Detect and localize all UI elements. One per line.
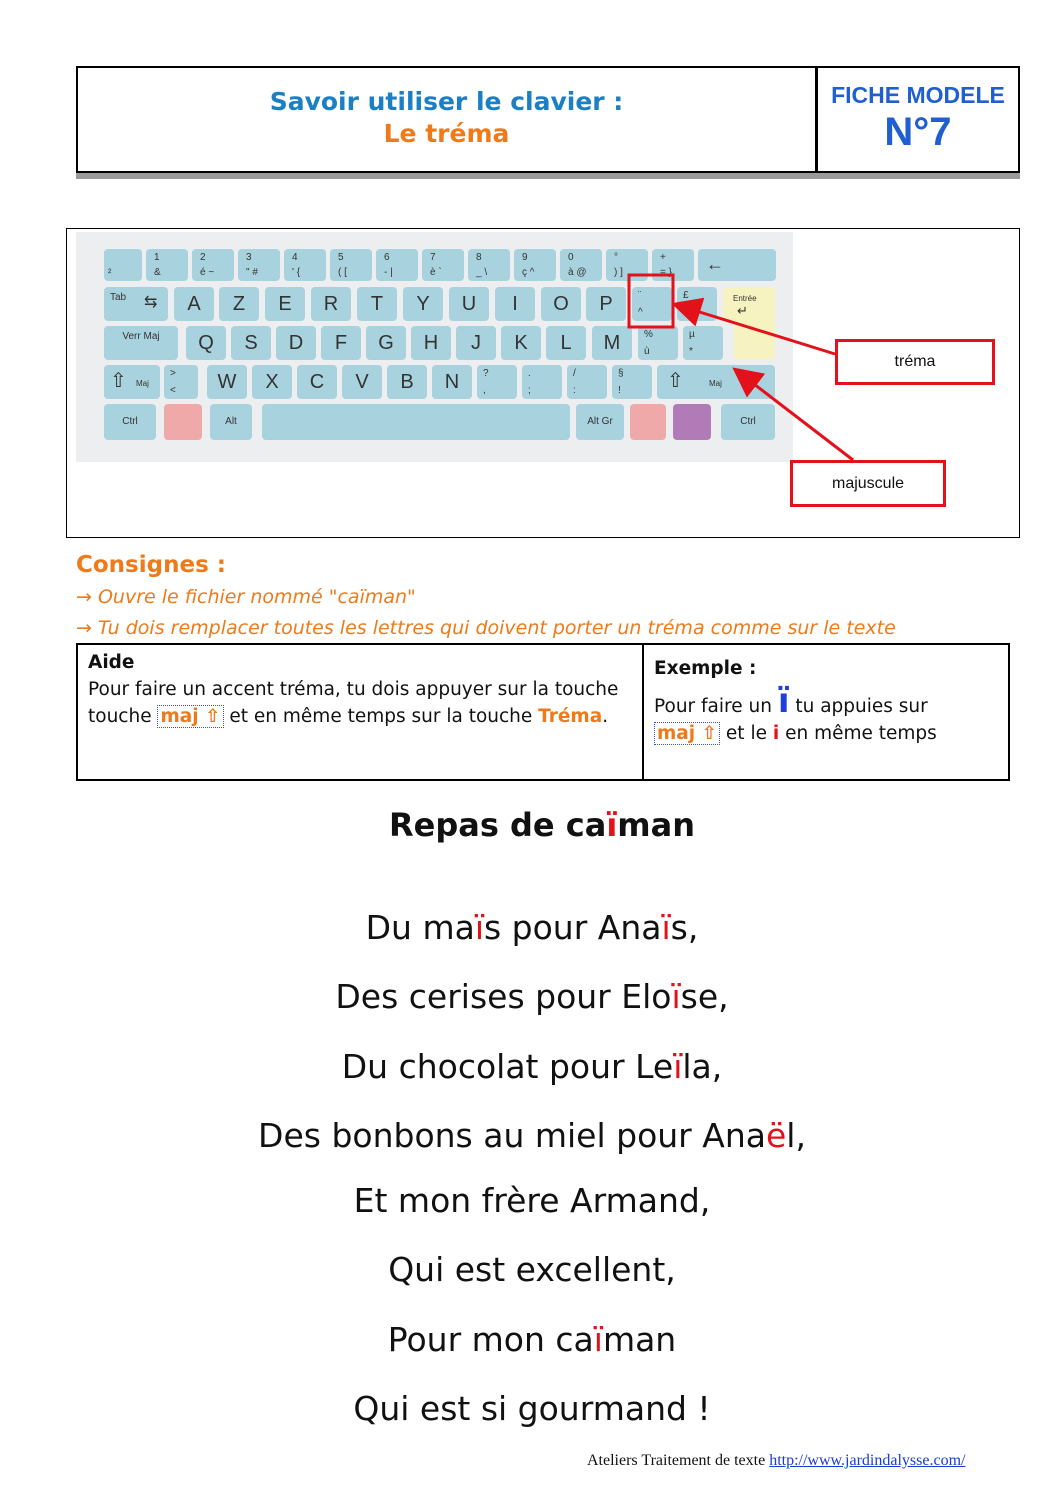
poem-line — [0, 977, 1058, 1016]
trema-arrow — [677, 305, 835, 354]
trema-letter: ï — [593, 1320, 603, 1359]
poem-line — [0, 1250, 1058, 1289]
trema-letter: ë — [765, 1116, 787, 1155]
exemple-text-part: Pour faire un — [654, 696, 778, 717]
key-label: ? — [483, 368, 489, 379]
key-label: & — [154, 267, 161, 278]
key-label: $ ¤ — [683, 307, 697, 318]
poem-text: s, — [670, 908, 699, 947]
poem-text: Et mon frère Armand, — [353, 1181, 711, 1220]
key-label: A — [187, 293, 201, 315]
poem-title-part: man — [617, 806, 696, 844]
poem-text: se, — [680, 977, 729, 1016]
page-title: Savoir utiliser le clavier : — [269, 87, 624, 116]
key-label: V — [355, 371, 369, 393]
keyboard-figure — [66, 228, 1020, 538]
exemple-text-2 — [654, 720, 998, 747]
trema-letter: ï — [671, 977, 681, 1016]
poem-text: Des bonbons au miel pour Ana — [258, 1116, 766, 1155]
key-label: O — [553, 293, 569, 315]
key-label: G — [378, 332, 394, 354]
poem-text: l, — [786, 1116, 806, 1155]
key-label: % — [644, 329, 653, 340]
key-label: Y — [416, 293, 430, 315]
exemple-title: Exemple : — [654, 658, 757, 679]
key-label: Entrée — [733, 294, 757, 303]
key-label: < — [170, 385, 176, 396]
key-label: µ — [689, 329, 695, 340]
key-label: ' { — [292, 267, 301, 278]
key-label: = } — [660, 267, 672, 278]
key-label: £ — [683, 290, 689, 301]
key-label: Verr Maj — [122, 331, 160, 342]
exemple-text-part: tu appuies sur — [789, 696, 928, 717]
poem-title — [0, 806, 1058, 844]
key-label: F — [334, 332, 348, 354]
key-label: 3 — [246, 252, 252, 263]
header-box — [76, 66, 1020, 173]
aide-table — [76, 643, 1010, 781]
key-label: M — [603, 332, 621, 354]
key-label: ^ — [638, 307, 643, 318]
key-label: K — [514, 332, 528, 354]
poem-line — [0, 908, 1058, 947]
poem-text: s pour Ana — [483, 908, 662, 947]
key-label: C — [309, 371, 325, 393]
poem-line — [0, 1320, 1058, 1359]
trema-letter: ï — [474, 908, 484, 947]
key-label: D — [288, 332, 304, 354]
key-label: : — [573, 385, 576, 396]
key-label: P — [599, 293, 613, 315]
key-label: 9 — [522, 252, 528, 263]
key-label: 1 — [154, 252, 160, 263]
trema-letter: ï — [606, 806, 618, 844]
key-label: ù — [644, 346, 650, 357]
key-label: Maj — [136, 379, 149, 388]
fiche-cell — [818, 68, 1018, 171]
key-label: B — [400, 371, 414, 393]
trema-callout: tréma — [835, 339, 995, 385]
header-title-cell — [78, 68, 818, 171]
key-label: 8 — [476, 252, 482, 263]
key-label: . — [528, 368, 531, 379]
key-label: 6 — [384, 252, 390, 263]
exemple-cell — [644, 645, 1008, 779]
poem-text: la, — [682, 1047, 723, 1086]
maj-key-label: maj ⇧ — [157, 705, 223, 728]
key-label: Alt — [225, 416, 237, 427]
key-label: Ctrl — [740, 416, 756, 427]
key-label: R — [323, 293, 339, 315]
key-label: 5 — [338, 252, 344, 263]
key-label: è ` — [430, 267, 442, 278]
key-label: " # — [246, 267, 258, 278]
aide-text-part: et en même temps sur la touche — [223, 706, 539, 727]
key-label: T — [370, 293, 384, 315]
i-trema-example: ï — [777, 681, 790, 721]
shift-arrow-icon: ⇧ — [667, 370, 684, 392]
key-label: , — [483, 385, 486, 396]
key-label: S — [244, 332, 258, 354]
key-label: ° — [614, 252, 618, 263]
key-label: Z — [232, 293, 246, 315]
key-label: L — [560, 332, 572, 354]
aide-text — [88, 676, 632, 730]
maj-key-label: maj ⇧ — [654, 722, 720, 745]
aide-text-part: Pour faire un accent tréma, tu dois appuyer sur la touche touche — [88, 679, 619, 727]
poem-line — [0, 1389, 1058, 1428]
exemple-text-part: en même temps — [779, 723, 937, 744]
key-label: ! — [618, 385, 621, 396]
key-label: ( [ — [338, 267, 347, 278]
footer — [587, 1452, 965, 1470]
consigne-line-2: → Tu dois remplacer toutes les lettres qui doivent porter un tréma comme sur le texte — [76, 617, 896, 639]
poem-text: man — [602, 1320, 677, 1359]
key-label: ; — [528, 385, 531, 396]
key-label: Maj — [709, 379, 722, 388]
key-label: Ctrl — [122, 416, 138, 427]
key-label: ç ^ — [522, 267, 535, 278]
key-label: Alt Gr — [587, 416, 613, 427]
poem-text: Du chocolat pour Le — [341, 1047, 674, 1086]
poem-line — [0, 1047, 1058, 1086]
consignes-heading: Consignes : — [76, 552, 226, 578]
footer-link[interactable]: http://www.jardindalysse.com/ — [769, 1452, 966, 1469]
key-label: 4 — [292, 252, 298, 263]
key-label: Q — [198, 332, 214, 354]
trema-word: Tréma — [538, 706, 603, 727]
poem-line — [0, 1181, 1058, 1220]
key-label: X — [265, 371, 279, 393]
aide-cell — [78, 645, 644, 779]
fiche-label: FICHE MODELE — [831, 82, 1005, 108]
fiche-number: N°7 — [884, 110, 952, 154]
key-label: - | — [384, 267, 393, 278]
key-label: § — [618, 368, 624, 379]
letter-i: i — [772, 723, 780, 744]
shift-arrow-icon: ⇧ — [110, 370, 127, 392]
key-label: J — [471, 332, 481, 354]
exemple-text-part: et le — [720, 723, 773, 744]
poem-line — [0, 1116, 1058, 1155]
poem-text: Des cerises pour Elo — [335, 977, 672, 1016]
poem-text: Qui est excellent, — [388, 1250, 676, 1289]
enter-arrow-icon: ↵ — [737, 303, 748, 318]
poem-text: Qui est si gourmand ! — [353, 1389, 711, 1428]
page-subtitle: Le tréma — [383, 119, 510, 148]
key-label: ¨ — [638, 290, 642, 301]
key-label: _ \ — [476, 267, 488, 278]
key-label: à @ — [568, 267, 587, 278]
key-label: > — [170, 368, 176, 379]
key-label: * — [689, 346, 693, 357]
backspace-arrow-icon: ← — [706, 254, 724, 274]
aide-title: Aide — [88, 652, 135, 673]
key-label: U — [461, 293, 477, 315]
key-label: 2 — [200, 252, 206, 263]
trema-letter: ï — [673, 1047, 683, 1086]
tab-arrows-icon: ⇆ — [144, 294, 158, 311]
trema-key-highlight — [629, 275, 673, 327]
key-label: I — [512, 293, 518, 315]
key-label: ² — [108, 268, 112, 279]
key-label: Tab — [110, 292, 127, 303]
poem-title-part: Repas de ca — [388, 806, 607, 844]
majuscule-callout: majuscule — [790, 460, 946, 507]
poem-text: Du ma — [365, 908, 475, 947]
key-label: 0 — [568, 252, 574, 263]
trema-letter: ï — [661, 908, 671, 947]
key-label: H — [423, 332, 439, 354]
poem-text: Pour mon ca — [387, 1320, 594, 1359]
consigne-line-1: → Ouvre le fichier nommé "caïman" — [76, 586, 416, 608]
key-label: W — [217, 371, 237, 393]
key-label: é ~ — [200, 267, 215, 278]
footer-text: Ateliers Traitement de texte — [587, 1452, 770, 1469]
key-label: 7 — [430, 252, 436, 263]
exemple-text — [654, 681, 998, 721]
key-label: + — [660, 252, 666, 263]
key-label: / — [573, 368, 576, 379]
aide-text-part: . — [602, 706, 609, 727]
key-label: E — [278, 293, 292, 315]
key-label: ) ] — [614, 267, 623, 278]
key-label: N — [444, 371, 460, 393]
